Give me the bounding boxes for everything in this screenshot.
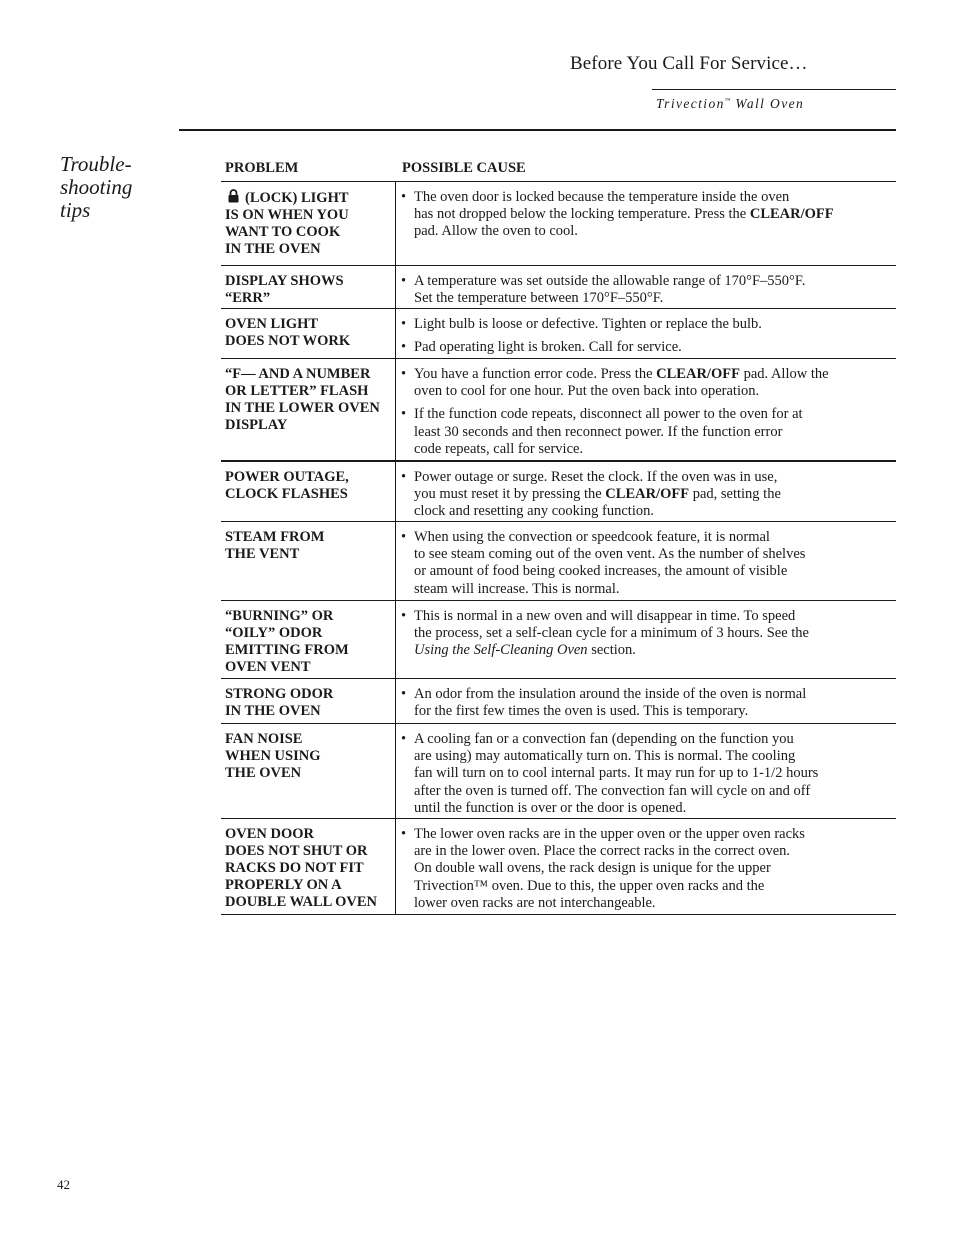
cause-line: least 30 seconds and then reconnect power. If the function error <box>414 423 783 440</box>
problem-line: IN THE OVEN <box>225 241 321 257</box>
cause-cell <box>396 819 896 914</box>
problem-line: “ERR” <box>225 290 271 306</box>
cause-cell <box>396 309 896 358</box>
section-title <box>60 153 180 222</box>
cause-bullet <box>401 189 892 241</box>
cause-line: • Power outage or surge. Reset the clock. If the oven was in use, <box>414 469 778 485</box>
cause-line: Set the temperature between 170°F–550°F. <box>414 290 664 307</box>
cause-bullet <box>401 316 892 333</box>
problem-cell <box>221 819 396 914</box>
problem-cell <box>221 679 396 723</box>
problem-line: OVEN VENT <box>225 659 311 675</box>
problem-line: DOES NOT WORK <box>225 333 351 349</box>
cause-bullet <box>401 273 892 307</box>
cause-line: after the oven is turned off. The convection fan will cycle on and off <box>414 782 811 799</box>
lock-icon <box>228 189 239 203</box>
cause-bullet <box>401 339 892 356</box>
cause-line: On double wall ovens, the rack design is unique for the upper <box>414 860 771 877</box>
cause-bullet <box>401 469 892 521</box>
cause-bullet <box>401 686 892 720</box>
problem-line: OR LETTER” FLASH <box>225 383 369 399</box>
cause-line: • When using the convection or speedcook feature, it is normal <box>414 529 770 545</box>
table-row <box>221 182 896 266</box>
cause-line: • If the function code repeats, disconnect all power to the oven for at <box>414 406 803 423</box>
table-row <box>221 522 896 601</box>
cause-line: You have a function error code. Press the <box>414 366 657 382</box>
problem-cell <box>221 359 396 460</box>
problem-line: STRONG ODOR <box>225 686 334 702</box>
cause-line: • The lower oven racks are in the upper oven or the upper oven racks <box>414 826 805 842</box>
cause-cell <box>396 182 896 265</box>
table-row <box>221 462 896 522</box>
problem-line: “BURNING” OR <box>225 608 334 624</box>
cause-line: section. <box>587 642 636 659</box>
section-title-line: Trouble- <box>60 152 132 176</box>
section-title-line: tips <box>60 198 91 222</box>
table-row <box>221 724 896 819</box>
problem-line: RACKS DO NOT FIT <box>225 860 364 876</box>
problem-line: IN THE LOWER OVEN <box>225 400 380 416</box>
table-row <box>221 679 896 724</box>
subtitle-product: Wall Oven <box>730 96 805 111</box>
cause-line: oven to cool for one hour. Put the oven back into operation. <box>414 383 760 400</box>
page-header-subtitle <box>656 96 804 112</box>
cause-cell <box>396 724 896 818</box>
column-header-problem: PROBLEM <box>225 160 299 176</box>
subtitle-brand: Trivection <box>656 96 725 111</box>
problem-line: WHEN USING <box>225 748 321 764</box>
cause-line: until the function is over or the door is opened. <box>414 799 687 816</box>
problem-line: DOES NOT SHUT OR <box>225 843 368 859</box>
problem-line: EMITTING FROM <box>225 642 349 658</box>
column-header-cause: POSSIBLE CAUSE <box>402 160 526 176</box>
problem-line: THE OVEN <box>225 765 302 781</box>
table-row <box>221 309 896 359</box>
cause-line: has not dropped below the locking temperature. Press the <box>414 206 750 223</box>
problem-line: WANT TO COOK <box>225 224 341 240</box>
cause-cell <box>396 601 896 678</box>
problem-line: IS ON WHEN YOU <box>225 207 349 223</box>
cause-line: • The oven door is locked because the temperature inside the oven <box>414 189 790 205</box>
cause-line: to see steam coming out of the oven vent. As the number of shelves <box>414 546 806 563</box>
problem-line: DOUBLE WALL OVEN <box>225 894 378 910</box>
problem-line: STEAM FROM <box>225 529 325 545</box>
problem-line: FAN NOISE <box>225 731 303 747</box>
section-title-line: shooting <box>60 175 133 199</box>
clear-off-pad-label: CLEAR/OFF <box>656 366 740 382</box>
problem-line: PROPERLY ON A <box>225 877 342 893</box>
cause-line: are using) may automatically turn on. This is normal. The cooling <box>414 748 796 765</box>
cause-line: lower oven racks are not interchangeable. <box>414 894 656 911</box>
cause-cell <box>396 462 896 521</box>
clear-off-pad-label: CLEAR/OFF <box>749 206 834 223</box>
cause-line: clock and resetting any cooking function. <box>414 503 654 520</box>
cause-bullet <box>401 826 892 912</box>
cause-line: the process, set a self-clean cycle for a minimum of 3 hours. See the <box>414 625 809 642</box>
cause-bullet <box>401 608 892 660</box>
cause-cell <box>396 679 896 723</box>
cause-line: • Light bulb is loose or defective. Tighten or replace the bulb. <box>414 316 762 332</box>
cause-cell <box>396 522 896 600</box>
cause-line: you must reset it by pressing the <box>414 486 606 503</box>
problem-line: OVEN LIGHT <box>225 316 319 332</box>
problem-line: DISPLAY SHOWS <box>225 273 344 289</box>
page-number: 42 <box>57 1177 70 1192</box>
cause-line: fan will turn on to cool internal parts. It may run for up to 1-1/2 hours <box>414 765 819 782</box>
problem-cell <box>221 724 396 818</box>
cause-line: • A temperature was set outside the allowable range of 170°F–550°F. <box>414 273 806 289</box>
main-divider <box>179 129 896 131</box>
clear-off-pad-label: CLEAR/OFF <box>605 486 690 503</box>
problem-cell <box>221 309 396 358</box>
page-header-title: Before You Call For Service… <box>570 53 808 74</box>
cause-line: • An odor from the insulation around the inside of the oven is normal <box>414 686 807 702</box>
problem-cell <box>221 182 396 265</box>
problem-cell <box>221 601 396 678</box>
trademark-mark: ™ <box>724 98 731 104</box>
problem-line: POWER OUTAGE, <box>225 469 349 485</box>
section-reference: Using the Self-Cleaning Oven <box>414 642 588 659</box>
cause-line: • Pad operating light is broken. Call for service. <box>414 339 682 356</box>
cause-line: pad. Allow the oven to cool. <box>414 223 578 240</box>
cause-cell <box>396 359 896 460</box>
cause-line: • A cooling fan or a convection fan (depending on the function you <box>414 731 794 747</box>
problem-cell <box>221 522 396 600</box>
cause-bullet <box>401 406 892 458</box>
cause-line: • This is normal in a new oven and will disappear in time. To speed <box>414 608 796 624</box>
problem-line: “F— AND A NUMBER <box>225 366 371 382</box>
cause-bullet <box>401 731 892 817</box>
troubleshooting-table <box>221 181 896 915</box>
cause-bullet <box>401 366 892 400</box>
problem-line: (LOCK) LIGHT <box>245 190 349 206</box>
table-row <box>221 359 896 462</box>
cause-line: for the first few times the oven is used. This is temporary. <box>414 703 749 720</box>
cause-line: pad, setting the <box>689 486 781 503</box>
cause-cell <box>396 266 896 308</box>
cause-bullet <box>401 529 892 598</box>
cause-line: or amount of food being cooked increases, the amount of visible <box>414 563 788 580</box>
cause-line: are in the lower oven. Place the correct racks in the correct oven. <box>414 843 791 860</box>
cause-line: Trivection™ oven. Due to this, the upper oven racks and the <box>414 877 765 894</box>
problem-line: THE VENT <box>225 546 300 562</box>
table-row <box>221 266 896 309</box>
problem-line: “OILY” ODOR <box>225 625 323 641</box>
problem-line: DISPLAY <box>225 417 288 433</box>
cause-line: steam will increase. This is normal. <box>414 580 620 597</box>
cause-line: code repeats, call for service. <box>414 440 584 457</box>
cause-line: pad. Allow the <box>739 366 829 382</box>
problem-line: OVEN DOOR <box>225 826 315 842</box>
problem-cell <box>221 266 396 308</box>
table-row <box>221 819 896 915</box>
header-divider <box>652 89 896 90</box>
table-row <box>221 601 896 679</box>
problem-cell <box>221 462 396 521</box>
problem-line: IN THE OVEN <box>225 703 321 719</box>
problem-line: CLOCK FLASHES <box>225 486 348 502</box>
